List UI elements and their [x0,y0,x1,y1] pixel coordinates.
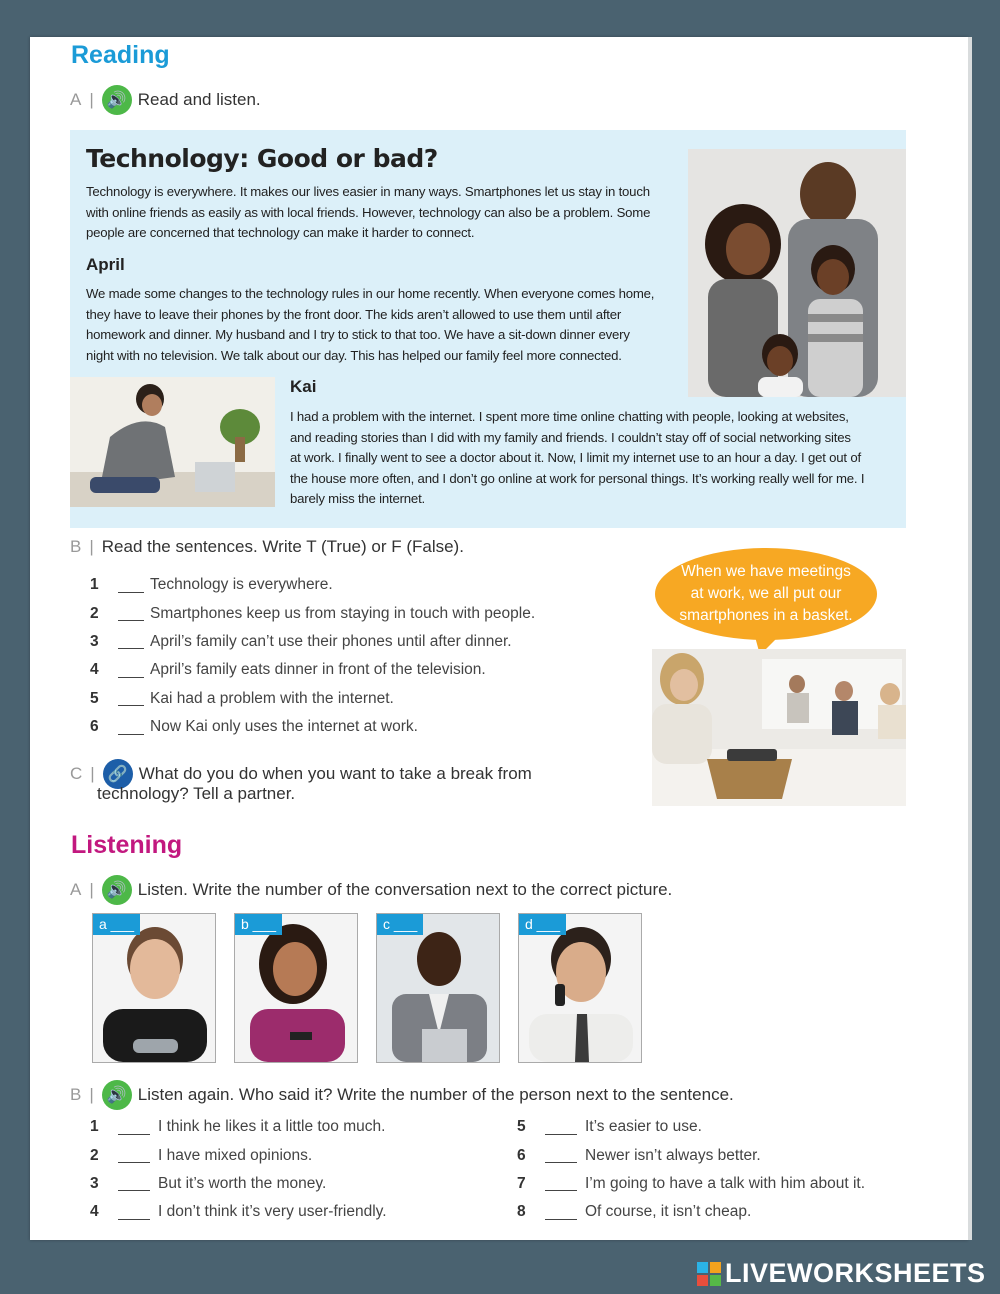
answer-blank[interactable] [118,720,144,735]
article-title: Technology: Good or bad? [86,144,438,173]
answer-blank[interactable] [118,634,144,649]
kai-paragraph: I had a problem with the internet. I spent more time online chatting with people, looking at websites, and reading stories than I did with my family and friends. I couldn’t stay off of social networking sites at work. I finally went to see a doctor about it. Now, I limit my internet use to an hour a day. I get out of the house more often, and I don’t go online at work for personal things. It’s working really well for me. I barely miss the internet. [290,409,865,506]
listening-title: Listening [71,831,183,859]
picture-label[interactable]: b ___ [235,914,282,935]
worksheet-page [30,37,968,1240]
audio-speaker-icon[interactable]: 🔊 [102,1080,132,1110]
list-item: 3 April’s family can’t use their phones until after dinner. [90,632,512,650]
picture-b [234,913,358,1063]
page-edge [968,37,972,1240]
answer-blank[interactable] [118,606,144,621]
family-photo [688,149,906,397]
instruction-text: What do you do when you want to take a break from [138,764,532,783]
reading-part-c-line2: technology? Tell a partner. [97,784,296,803]
list-item: 4 I don’t think it’s very user-friendly. [90,1203,387,1221]
picture-label[interactable]: a ___ [93,914,140,935]
answer-blank[interactable] [545,1120,577,1135]
who-said-list-right [517,1113,865,1227]
answer-blank[interactable] [545,1148,577,1163]
reading-part-c: C | 🔗 What do you do when you want to take a break from [70,759,532,789]
april-paragraph: We made some changes to the technology rules in our home recently. When everyone comes home, they have to leave their phones by the front door. The kids aren’t allowed to use them until after homework and dinner. My husband and I try to stick to that too. We have a sit-down dinner every night with no television. We talk about our day. This has helped our family feel more connected. [86,286,655,363]
article-intro: Technology is everywhere. It makes our lives easier in many ways. Smartphones let us stay in touch with online friends as easily as with local friends. However, technology can also be a problem. Some people are concerned that technology can make it harder to connect. [86,184,651,240]
true-false-list [90,571,535,741]
instruction-text: Read the sentences. Write T (True) or F (False). [101,537,464,556]
answer-blank[interactable] [118,1148,150,1163]
list-item: 1 Technology is everywhere. [90,576,333,594]
part-letter: A [70,880,82,899]
logo-grid-icon [697,1262,721,1286]
picture-d [518,913,642,1063]
list-item: 6 Now Kai only uses the internet at work. [90,718,418,736]
list-item: 2 Smartphones keep us from staying in touch with people. [90,604,536,622]
list-item: 3 But it’s worth the money. [90,1174,327,1192]
part-letter: B [70,537,82,556]
list-item: 5 It’s easier to use. [517,1118,702,1136]
picture-a [92,913,216,1063]
who-said-list-left [90,1113,387,1227]
list-item: 5 Kai had a problem with the internet. [90,689,394,707]
listening-part-b: B | 🔊 Listen again. Who said it? Write the number of the person next to the sentence. [70,1080,734,1110]
picture-c [376,913,500,1063]
picture-label[interactable]: c ___ [377,914,423,935]
reading-part-a: A | 🔊 Read and listen. [70,85,261,115]
list-item: 7 I’m going to have a talk with him about it. [517,1174,866,1192]
list-item: 1 I think he likes it a little too much. [90,1118,386,1136]
speech-bubble: When we have meetings at work, we all put our smartphones in a basket. [655,548,877,640]
listening-part-a: A | 🔊 Listen. Write the number of the conversation next to the correct picture. [70,875,672,905]
reading-part-b: B | Read the sentences. Write T (True) or F (False). [70,537,464,556]
kai-photo [70,377,275,507]
meeting-photo [652,649,906,806]
part-letter: C [70,764,83,783]
audio-speaker-icon[interactable]: 🔊 [102,85,132,115]
instruction-text: Listen again. Who said it? Write the number of the person next to the sentence. [137,1085,734,1104]
answer-blank[interactable] [118,1176,150,1191]
part-letter: A [70,90,82,109]
list-item: 2 I have mixed opinions. [90,1146,313,1164]
answer-blank[interactable] [545,1176,577,1191]
link-icon: 🔗 [103,759,133,789]
april-heading: April [86,255,125,274]
liveworksheets-logo[interactable] [697,1258,986,1289]
kai-heading: Kai [290,377,317,396]
logo-text: LIVEWORKSHEETS [725,1258,986,1288]
list-item: 6 Newer isn’t always better. [517,1146,761,1164]
answer-blank[interactable] [118,663,144,678]
answer-blank[interactable] [545,1205,577,1220]
answer-blank[interactable] [118,578,144,593]
picture-label[interactable]: d ___ [519,914,566,935]
instruction-text: Listen. Write the number of the conversation next to the correct picture. [137,880,673,899]
answer-blank[interactable] [118,1120,150,1135]
audio-speaker-icon[interactable]: 🔊 [102,875,132,905]
answer-blank[interactable] [118,691,144,706]
reading-title: Reading [71,41,170,69]
list-item: 8 Of course, it isn’t cheap. [517,1203,752,1221]
instruction-text: Read and listen. [137,90,261,109]
list-item: 4 April’s family eats dinner in front of the television. [90,661,486,679]
answer-blank[interactable] [118,1205,150,1220]
part-letter: B [70,1085,82,1104]
